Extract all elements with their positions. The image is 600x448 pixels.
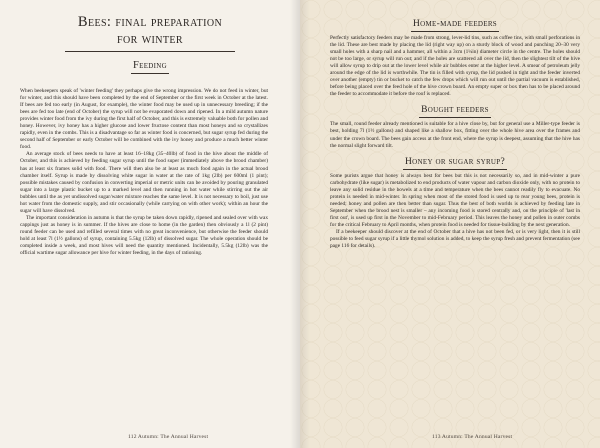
page-footer-right: 113 Autumn: The Annual Harvest [432, 434, 513, 440]
section-text-honey-or-sugar-syrup [330, 173, 580, 251]
title-line-1: Bees: final preparation [77, 14, 223, 30]
title-line-2: for winter [117, 31, 183, 47]
section-heading-honey-or-sugar-syrup: Honey or sugar syrup? [330, 156, 580, 170]
paragraph: An average stock of bees needs to have at least 16–18kg (35–40lb) of food in the hive about the middle of October, and this is achieved by feeding sugar syrup until the food super (immediately above the brood chamber) has at least six frames solid with food. There will then also be at least as much food again in the actual brood chamber itself. Syrup is made by dissolving white sugar in water at the rate of 1kg (2lb) per 600ml (1 pint); possible mistakes caused by confusion in converting imperial or metric units can be avoided by pouring granulated sugar into a large plastic bucket up to a marked level and then running in hot water while stirring out the air bubbles until the as yet undissolved sugar/water mixture reaches the same level. It is not necessary to boil, just use hot water from the domestic supply, and stir occasionally (while carrying on with other work); within an hour the sugar will have dissolved. [20, 151, 268, 214]
page-title [18, 14, 282, 48]
gutter-shadow [290, 0, 300, 448]
section-text-home-made-feeders [330, 35, 580, 98]
gutter-shadow [300, 0, 310, 448]
paragraph: The small, round feeder already mentioned is suitable for a hive close by, but for general use a Miller-type feeder is best, holding 7l (1½ gallons) and shaped like a shallow box, fitting over the whole hive area over the frames and under the crown board. The bees gain access at the front end, where the syrup is deepest, assuming that the hive has the normal slight forward tilt. [330, 121, 580, 149]
section-heading-bought-feeders: Bought feeders [330, 104, 580, 118]
right-page [300, 0, 600, 448]
paragraph: Perfectly satisfactory feeders may be made from strong, lever-lid tins, such as coffee tins, with small perforations in the lid. These are best made by placing the lid (right way up) on a sturdy block of wood and punching 20–30 very small holes with a sharp nail and a hammer, all within a 3cm (1¼in) diameter circle in the centre. The holes should not be too large, or syrup will run out; and if the holes are scattered all over the lid, then the slightest tilt of the hive will allow syrup to drip out at the lower level while air bubbles enter at the higher level. A smear of petroleum jelly around the edge of the lid is worthwhile. The tin is filled with syrup, the lid pushed in tight and the feeder inverted over another (empty) tin or bucket to catch the few drops which will run out until the partial vacuum is established, before being placed over the feed hole of the hive crown board. An empty super or box then has to be placed around the feeder to accommodate it before the roof is replaced. [330, 35, 580, 98]
section-heading-home-made-feeders: Home-made feeders [330, 18, 580, 32]
paragraph: Some purists argue that honey is always best for bees but this is not necessarily so, and in mid-winter a pure carbohydrate (like sugar) is metabolized to end products of water vapour and carbon dioxide only, with no protein to leave any solid residue in the bowels at a time and temperature when the bees cannot readily fly to evacuate. No protein is needed in mid-winter. In spring when most of the stored food is used up to rear young bees, protein is needed; honey and pollen are then better than sugar. Thus the best of both worlds is achieved by feeding late in September when the brood nest is smaller – any incoming food is stored centrally and, on the principle of 'last in first out', is used up first in the November to mid-February period. This leaves the honey and pollen in outer combs for the critical February to April months, when protein food is needed for tissue-building by the next generation. [330, 172, 580, 228]
paragraph: When beekeepers speak of 'winter feeding' they perhaps give the wrong impression. We do not feed in winter, but for winter, and this should have been completed by the end of September or the first week in October at the latest. If bees are fed too early (in August, for example), the winter food may be used up in unnecessary breeding; if the bees are fed too late (end of October) the syrup will not be evaporated down and ripened. In a mild autumn nature provides winter food from the ivy during the first half of October, and this is extremely valuable both for pollen and honey. However, ivy honey has a higher glucose and lower fructose content than most honeys and so crystallizes rapidly, even in the combs. This is a disadvantage so far as winter food is concerned, but sugar syrup fed during the second half of September or early October will be combined with the ivy honey and produce a much better winter food. [20, 88, 268, 151]
page-footer-left: 112 Autumn: The Annual Harvest [128, 434, 209, 440]
section-text-bought-feeders [330, 121, 580, 149]
left-body-text [20, 88, 268, 257]
title-rule [65, 51, 235, 52]
paragraph: The important consideration in autumn is that the syrup be taken down rapidly, ripened and sealed over with wax cappings just as honey is in summer. If the hives are close to home (in the garden) then obviously a 1l (2 pint) round feeder can be used and refilled several times with no great inconvenience, but otherwise the feeder should hold at least 7l (1½ gallons) of syrup, containing 5.5kg (12lb) of dissolved sugar. The whole operation should be completed inside a week, and most hives will need the quantity mentioned. Incidentally, 5.5kg (12lb) was the official wartime sugar allowance per hive for winter feeding, in the days of rationing. [20, 214, 268, 257]
section-heading-feeding: Feeding [0, 60, 300, 74]
right-body [330, 18, 580, 250]
paragraph: If a beekeeper should discover at the end of October that a hive has not been fed, or is very light, then it is still possible to feed sugar syrup if a little thymol solution is added, to keep the syrup fresh and prevent fermentation (see page 116 for details). [330, 228, 580, 250]
